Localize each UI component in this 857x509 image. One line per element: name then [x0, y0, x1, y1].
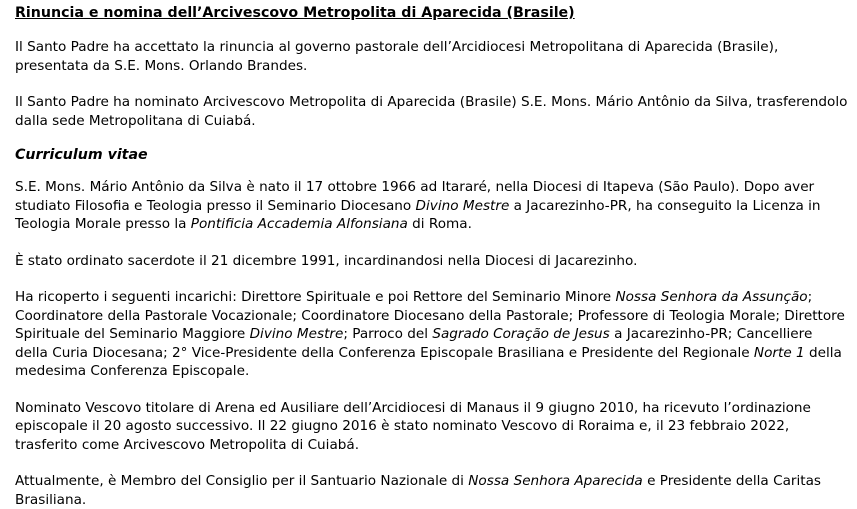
emphasis-parish: Sagrado Coração de Jesus — [432, 326, 610, 342]
curriculum-heading: Curriculum vitae — [15, 147, 148, 163]
text-run: S.E. Mons. Mário Antônio da Silva è nato il 17 ottobre 1966 ad Itararé, nella Diocesi di Itapeva (São Paulo). Dopo aver studiato Filosofia e Teologia presso il Seminario Diocesano — [15, 179, 815, 214]
text-run: Ha ricoperto i seguenti incarichi: Direttore Spirituale e poi Rettore del Seminario Minore — [15, 289, 616, 305]
paragraph-current-roles — [15, 472, 849, 509]
paragraph-birth-studies — [15, 178, 849, 234]
text-run: ; Parroco del — [343, 326, 433, 342]
text-run: ; Coordinatore della Pastorale Vocazionale; Coordinatore Diocesano della Pastorale; Professore di Teologia Morale; Direttore Spirituale del Seminario Maggiore — [15, 289, 845, 342]
emphasis-academy: Pontificia Accademia Alfonsiana — [190, 216, 408, 232]
emphasis-minor-seminary: Nossa Senhora da Assunção — [615, 289, 808, 305]
emphasis-regional: Norte 1 — [753, 344, 805, 361]
emphasis-major-seminary: Divino Mestre — [249, 326, 344, 342]
text-run: Attualmente, è Membro del Consiglio per il Santuario Nazionale di — [15, 473, 469, 489]
text-run: della medesima Conferenza Episcopale. — [15, 344, 842, 379]
paragraph-resignation: Il Santo Padre ha accettato la rinuncia al governo pastorale dell’Arcidiocesi Metropolitana di Aparecida (Brasile), presentata da S.E. Mons. Orlando Brandes. — [15, 39, 779, 74]
emphasis-sanctuary: Nossa Senhora Aparecida — [468, 473, 643, 489]
emphasis-seminary: Divino Mestre — [415, 197, 510, 214]
text-run: a Jacarezinho-PR, ha conseguito la Licenza in Teologia Morale presso la — [15, 197, 821, 232]
text-run: e Presidente della Caritas Brasiliana. — [15, 473, 822, 508]
paragraph-appointment: Il Santo Padre ha nominato Arcivescovo Metropolita di Aparecida (Brasile) S.E. Mons. Mário Antônio da Silva, trasferendolo dalla sede Metropolitana di Cuiabá. — [15, 94, 848, 129]
article-title: Rinuncia e nomina dell’Arcivescovo Metropolita di Aparecida (Brasile) — [15, 5, 575, 21]
paragraph-ordination: È stato ordinato sacerdote il 21 dicembre 1991, incardinandosi nella Diocesi di Jacarezinho. — [15, 252, 638, 269]
text-run: a Jacarezinho-PR; Cancelliere della Curia Diocesana; 2° Vice-Presidente della Conferenza Episcopale Brasiliana e Presidente del Regionale — [15, 326, 813, 361]
paragraph-episcopate: Nominato Vescovo titolare di Arena ed Ausiliare dell’Arcidiocesi di Manaus il 9 giugno 2010, ha ricevuto l’ordinazione episcopale il 20 agosto successivo. Il 22 giugno 2016 è stato nominato Vescovo di Roraima e, il 23 febbraio 2022, trasferito come Arcivescovo Metropolita di Cuiabá. — [15, 399, 811, 453]
text-run: di Roma. — [407, 216, 472, 232]
paragraph-roles — [15, 288, 849, 381]
